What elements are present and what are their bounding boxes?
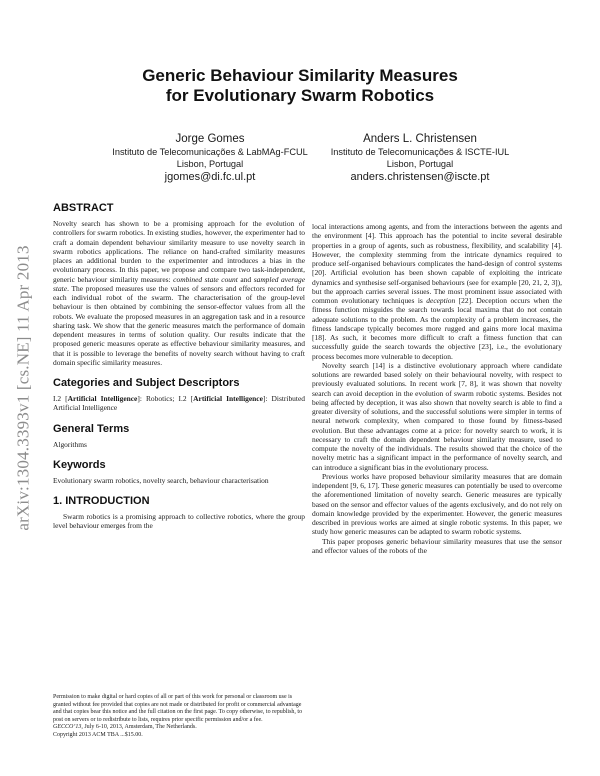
author-affiliation: Instituto de Telecomunicações & ISCTE-IUL (330, 147, 510, 157)
categories-heading: Categories and Subject Descriptors (53, 377, 240, 389)
author-block-2 (305, 132, 535, 184)
author-name: Jorge Gomes (175, 133, 245, 145)
author-email: jgomes@di.fc.ul.pt (164, 171, 256, 183)
venue-line: GECCO’13, July 6-10, 2013, Amsterdam, The Netherlands. (53, 724, 197, 731)
copyright-line: Copyright 2013 ACM TBA ...$15.00. (53, 731, 143, 738)
author-location: Lisbon, Portugal (176, 158, 244, 169)
keywords-text: Evolutionary swarm robotics, novelty search, behaviour characterisation (53, 475, 269, 485)
keywords-heading: Keywords (53, 458, 106, 471)
title-line-1: Generic Behaviour Similarity Measures (142, 66, 458, 85)
title-line-2: for Evolutionary Swarm Robotics (165, 86, 435, 105)
right-column (312, 222, 562, 555)
general-terms-text: Algorithms (53, 439, 87, 449)
introduction-heading: 1. INTRODUCTION (53, 495, 150, 507)
author-email: anders.christensen@iscte.pt (350, 171, 490, 183)
introduction-text: Swarm robotics is a promising approach to collective robotics, where the group level behaviour emerges from the (53, 512, 305, 531)
paragraph: local interactions among agents, and from the interactions between the agents and the environment [4]. This approach has the potential to incite several desirable properties in a group of agents, such as robustness, flexibility, and scalability [4]. However, the complexity stemming from the intricate dynamics required to produce self-organised behaviours complicates the hand-design of control systems [20]. Artificial evolution has been shown capable of exploiting the intricate dynamics and synthesise self-organised behaviours (see for example [20, 21, 2, 3]), but the approach carries several issues. The most prominent issue associated with common evolutionary techniques is deception [22]. Deception occurs when the fitness function misguides the search towards local maxima that do not contain adequate solutions to the problem. As the complexity of a problem increases, the fitness landscape typically becomes more rugged and gains more local maxima [18]. As such, it becomes more difficult to craft a fitness function that can successfully guide the search towards the objective [23], i.e., the evolutionary process becomes more vulnerable to deception. (312, 222, 563, 361)
general-terms-heading: General Terms (53, 422, 130, 435)
categories-text: I.2 [Artificial Intelligence]: Robotics; I.2 [Artificial Intelligence]: Distributed Artificial Intelligence (53, 394, 305, 413)
abstract-text: Novelty search has shown to be a promising approach for the evolution of controllers for swarm robotics. In existing studies, however, the experimenter had to craft a domain dependent behaviour similarity measure to use novelty search in swarm robotics applications. The reliance on hand-crafted similarity measures places an additional burden to the experimenter and introduces a bias in the evolutionary process. In this paper, we propose and compare two task-independent, generic behaviour similarity measures: combined state count and sampled average state. The proposed measures use the values of sensors and effectors recorded for each individual robot of the swarm. The characterisation of the group-level behaviour is then obtained by combining the sensor-effector values from all the robots. We evaluate the proposed measures in an aggregation task and in a resource sharing task. We show that the generic measures match the performance of domain dependent measures in terms of solution quality. Our results indicate that the proposed generic measures operate as effective behaviour similarity measures, and that it is possible to leverage the benefits of novelty search without having to craft domain specific similarity measures. (53, 219, 306, 367)
author-affiliation: Instituto de Telecomunicações & LabMAg-FCUL (112, 147, 308, 157)
author-location: Lisbon, Portugal (386, 158, 454, 169)
abstract-heading: ABSTRACT (53, 202, 114, 214)
paper-title (60, 66, 540, 106)
paragraph: This paper proposes generic behaviour similarity measures that use the sensor and effector values of the robots of the (312, 536, 562, 555)
arxiv-identifier: arXiv:1304.3393v1 [cs.NE] 11 Apr 2013 (14, 245, 33, 531)
paragraph: Novelty search [14] is a distinctive evolutionary approach where candidate solutions are rewarded based solely on their behavioural novelty, with respect to previously evaluated solutions. In recent work [7, 8], it was shown that novelty search can avoid deception in the evolution of swarm robotic systems. Besides not being affected by deception, it was also shown that novelty search is able to find a greater diversity of solutions, and the successful solutions were simpler in terms of neural network complexity, when compared to those found by fitness-based evolution. But these advantages come at a price: for novelty search to work, it is necessary to craft the domain dependent behaviour similarity measure, used to compute the novelty of the individuals. The results showed that the choice of the novelty metric has a significant impact in the performance of novelty search, and can introduce a significant bias in the evolutionary process. (312, 360, 562, 472)
author-name: Anders L. Christensen (363, 133, 477, 145)
permission-text: Permission to make digital or hard copies of all or part of this work for personal or classroom use is granted without fee provided that copies are not made or distributed for profit or commercial advantage and that copies bear this notice and the full citation on the first page. To copy otherwise, to republish, to post on servers or to redistribute to lists, requires prior specific permission and/or a fee. (53, 694, 303, 723)
paragraph: Previous works have proposed behaviour similarity measures that are domain independent [9, 6, 17]. These generic measures can potentially be used to overcome the aforementioned limitation of novelty search. Generic measures are typically based on the sensor and effector values of the agents exclusively, and do not rely on domain knowledge provided by the experimenter. However, the generic measures described in previous works are aimed at single robotic systems. In this paper, we study how generic measures can be adapted to swarm robotic systems. (312, 471, 562, 537)
author-block-1 (95, 132, 325, 184)
left-column (53, 202, 305, 531)
copyright-notice (53, 694, 307, 740)
